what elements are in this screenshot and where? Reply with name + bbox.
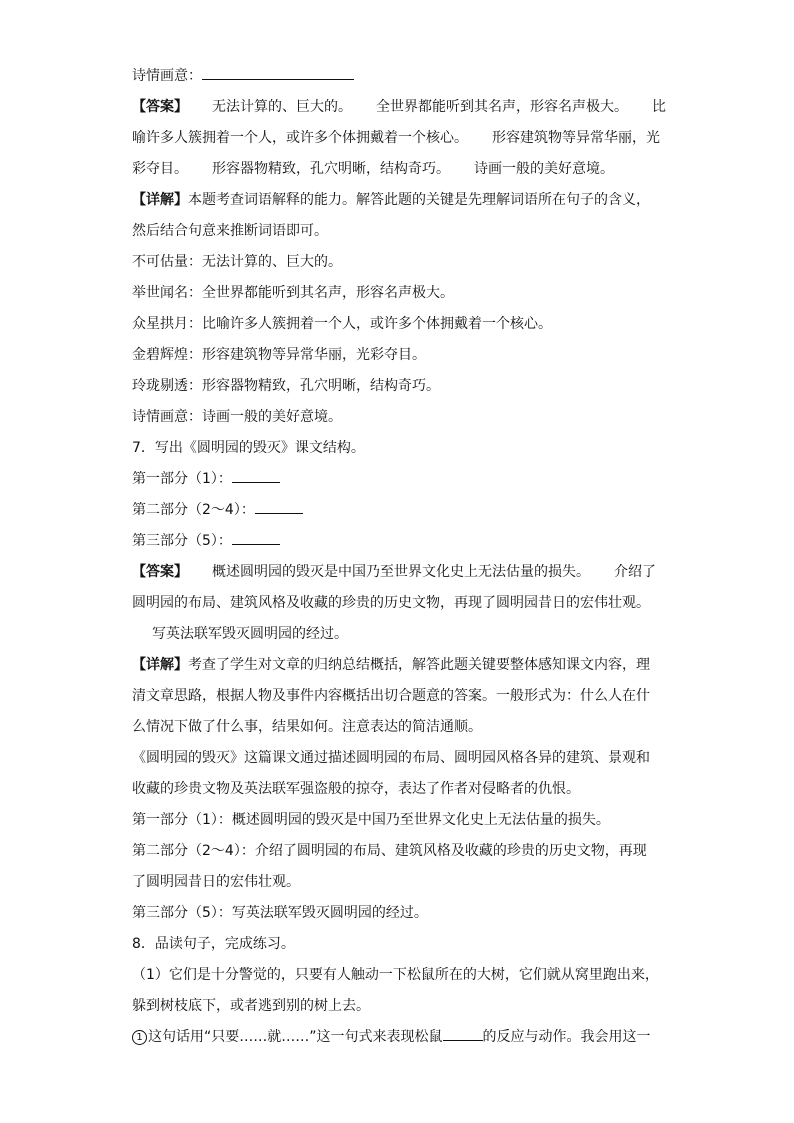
answer-text: 圆明园的布局、建筑风格及收藏的珍贵的历史文物，再现了圆明园昔日的宏伟壮观。 xyxy=(132,595,650,611)
definition-line xyxy=(132,374,662,405)
definition-text: 举世闻名：全世界都能听到其名声，形容名声极大。 xyxy=(132,285,454,301)
question-text: 8．品读句子，完成练习。 xyxy=(132,936,295,952)
part-label: 第三部分（5）： xyxy=(132,533,232,549)
detail-line xyxy=(132,188,662,219)
detail-tag: 【详解】 xyxy=(132,192,188,208)
definition-text: 众星拱月：比喻许多人簇拥着一个人，或许多个体拥戴着一个核心。 xyxy=(132,316,552,332)
detail-text: 第二部分（2～4）：介绍了圆明园的布局、建筑风格及收藏的珍贵的历史文物，再现 xyxy=(132,843,647,859)
detail-line xyxy=(132,777,662,808)
detail-line xyxy=(132,901,662,932)
definition-line xyxy=(132,250,662,281)
answer-line xyxy=(132,126,662,157)
question-line xyxy=(132,64,662,95)
answer-tag: 【答案】 xyxy=(132,564,188,580)
answer-blank[interactable] xyxy=(202,65,354,80)
answer-text: 无法计算的、巨大的。 xyxy=(212,99,352,115)
question-text: 7．写出《圆明园的毁灭》课文结构。 xyxy=(132,440,365,456)
passage-line xyxy=(132,994,662,1025)
detail-text: 第三部分（5）：写英法联军毁灭圆明园的经过。 xyxy=(132,905,428,921)
detail-text: 么情况下做了什么事，结果如何。注意表达的简洁通顺。 xyxy=(132,719,482,735)
sub-question-line xyxy=(132,1025,662,1056)
answer-blank[interactable] xyxy=(232,530,280,545)
definition-line xyxy=(132,312,662,343)
answer-line xyxy=(132,591,662,622)
detail-line xyxy=(132,715,662,746)
definition-text: 玲珑剔透：形容器物精致，孔穴明晰，结构奇巧。 xyxy=(132,378,440,394)
document-page xyxy=(132,64,666,1056)
detail-text: 第一部分（1）：概述圆明园的毁灭是中国乃至世界文化史上无法估量的损失。 xyxy=(132,812,610,828)
detail-tag: 【详解】 xyxy=(132,657,188,673)
definition-line xyxy=(132,281,662,312)
answer-text: 喻许多人簇拥着一个人，或许多个体拥戴着一个核心。 xyxy=(132,130,468,146)
detail-line xyxy=(132,653,662,684)
answer-line xyxy=(132,95,666,126)
answer-text: 比 xyxy=(652,99,666,115)
question-7 xyxy=(132,436,662,467)
detail-text: 本题考查词语解释的能力。解答此题的关键是先理解词语所在句子的含义， xyxy=(188,192,650,208)
answer-line xyxy=(132,157,662,188)
detail-text: 清文章思路，根据人物及事件内容概括出切合题意的答案。一般形式为：什么人在什 xyxy=(132,688,650,704)
answer-blank[interactable] xyxy=(255,499,303,514)
part-label: 第二部分（2～4）： xyxy=(132,502,255,518)
answer-text: 全世界都能听到其名声，形容名声极大。 xyxy=(376,99,628,115)
answer-text: 形容建筑物等异常华丽，光 xyxy=(492,130,660,146)
definition-text: 诗情画意：诗画一般的美好意境。 xyxy=(132,409,342,425)
answer-line xyxy=(132,560,662,591)
detail-text: 考查了学生对文章的归纳总结概括，解答此题关键要整体感知课文内容，理 xyxy=(188,657,650,673)
definition-line xyxy=(132,343,662,374)
question-text: 这句话用“只要……就……”这一句式来表现松鼠 xyxy=(148,1029,443,1045)
detail-line xyxy=(132,808,662,839)
definition-text: 不可估量：无法计算的、巨大的。 xyxy=(132,254,342,270)
detail-line xyxy=(132,839,662,870)
answer-text: 介绍了 xyxy=(614,564,656,580)
structure-line xyxy=(132,467,662,498)
answer-blank[interactable] xyxy=(232,468,280,483)
answer-text: 写英法联军毁灭圆明园的经过。 xyxy=(152,626,348,642)
structure-line xyxy=(132,529,662,560)
definition-line xyxy=(132,405,662,436)
passage-line xyxy=(132,963,662,994)
circled-number-icon: 1 xyxy=(132,1030,147,1045)
answer-tag: 【答案】 xyxy=(132,99,188,115)
detail-text: 《圆明园的毁灭》这篇课文通过描述圆明园的布局、圆明园风格各异的建筑、景观和 xyxy=(132,750,650,766)
detail-text: 然后结合句意来推断词语即可。 xyxy=(132,223,328,239)
detail-text: 收藏的珍贵文物及英法联军强盗般的掠夺，表达了作者对侵略者的仇恨。 xyxy=(132,781,580,797)
detail-text: 了圆明园昔日的宏伟壮观。 xyxy=(132,874,300,890)
question-8 xyxy=(132,932,662,963)
part-label: 第一部分（1）： xyxy=(132,471,232,487)
passage-text: （1）它们是十分警觉的，只要有人触动一下松鼠所在的大树，它们就从窝里跑出来， xyxy=(132,967,659,983)
question-text: 的反应与动作。我会用这一 xyxy=(482,1029,651,1045)
answer-line xyxy=(132,622,662,653)
detail-line xyxy=(132,684,662,715)
detail-line xyxy=(132,219,662,250)
answer-text: 诗画一般的美好意境。 xyxy=(474,161,614,177)
passage-text: 躲到树枝底下，或者逃到别的树上去。 xyxy=(132,998,370,1014)
answer-text: 概述圆明园的毁灭是中国乃至世界文化史上无法估量的损失。 xyxy=(212,564,590,580)
definition-text: 金碧辉煌：形容建筑物等异常华丽，光彩夺目。 xyxy=(132,347,426,363)
detail-line xyxy=(132,870,662,901)
detail-line xyxy=(132,746,662,777)
answer-text: 彩夺目。 xyxy=(132,161,188,177)
answer-text: 形容器物精致，孔穴明晰，结构奇巧。 xyxy=(212,161,450,177)
answer-blank[interactable] xyxy=(443,1026,483,1041)
structure-line xyxy=(132,498,662,529)
prompt-text: 诗情画意： xyxy=(132,68,202,84)
